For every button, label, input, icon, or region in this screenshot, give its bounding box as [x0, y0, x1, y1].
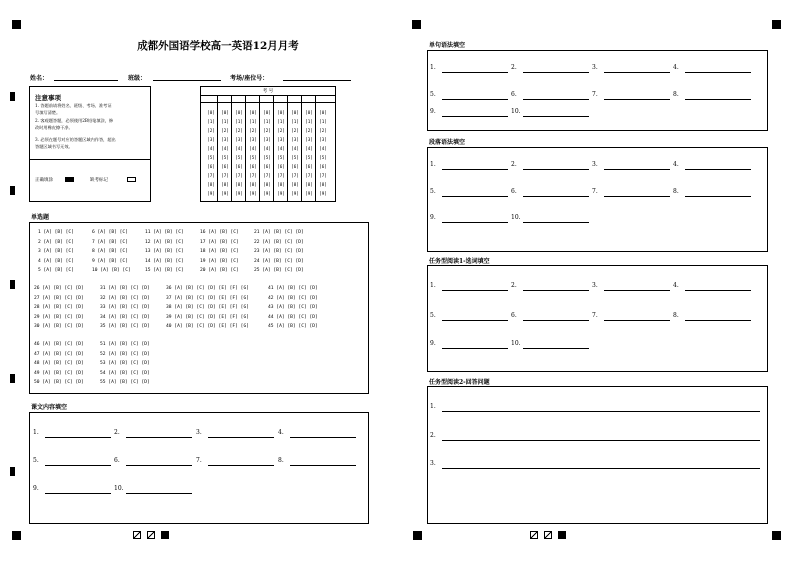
- digit-bubble[interactable]: [5]: [249, 156, 257, 161]
- blank-number: 8.: [673, 312, 679, 319]
- digit-bubble[interactable]: [2]: [249, 129, 257, 134]
- page-marker-diag: [147, 531, 155, 539]
- digit-bubble[interactable]: [5]: [263, 156, 271, 161]
- mc-question[interactable]: 25 [A] [B] [C] [D]: [254, 268, 304, 273]
- notice-line: 1. 答题前请将姓名、班级、考场、准考证: [35, 103, 112, 108]
- digit-bubble[interactable]: [2]: [305, 129, 313, 134]
- blank-number: 7.: [592, 312, 598, 319]
- digit-bubble[interactable]: [1]: [221, 120, 229, 125]
- mc-question[interactable]: 2 [A] [B] [C]: [38, 239, 74, 245]
- notice-line: 改时用橡皮擦干净。: [35, 125, 73, 130]
- digit-bubble[interactable]: [9]: [249, 192, 257, 197]
- mc-question[interactable]: 31 [A] [B] [C] [D]: [100, 286, 150, 291]
- answer-line[interactable]: [442, 440, 760, 441]
- grid-col-divider: [301, 95, 302, 201]
- blank-line[interactable]: [442, 169, 508, 170]
- mc-question[interactable]: 34 [A] [B] [C] [D]: [100, 314, 150, 320]
- digit-bubble[interactable]: [2]: [221, 129, 229, 134]
- digit-bubble[interactable]: [8]: [305, 183, 313, 188]
- blank-line[interactable]: [442, 222, 508, 223]
- corner-mark-tr: [772, 20, 781, 29]
- exam-number-grid: [200, 86, 336, 202]
- blank-line[interactable]: [208, 437, 274, 438]
- digit-bubble[interactable]: [4]: [249, 147, 257, 152]
- blank-line[interactable]: [685, 290, 751, 291]
- blank-line[interactable]: [604, 196, 670, 197]
- digit-bubble[interactable]: [2]: [235, 129, 243, 134]
- digit-bubble[interactable]: [6]: [277, 165, 285, 170]
- blank-line[interactable]: [523, 116, 589, 117]
- digit-bubble[interactable]: [4]: [263, 147, 271, 152]
- digit-bubble[interactable]: [8]: [263, 183, 271, 188]
- blank-line[interactable]: [442, 116, 508, 117]
- digit-bubble[interactable]: [7]: [291, 174, 299, 179]
- grid-col-divider: [231, 95, 232, 201]
- answer-line[interactable]: [442, 411, 760, 412]
- mc-question[interactable]: 20 [A] [B] [C]: [200, 268, 239, 273]
- digit-bubble[interactable]: [5]: [319, 156, 327, 161]
- digit-bubble[interactable]: [0]: [319, 111, 327, 116]
- task-reading1-title: 任务型阅读1-选词填空: [429, 258, 490, 265]
- exam-number-header: 考 号: [262, 89, 274, 94]
- mc-question[interactable]: 37 [A] [B] [C] [D] [E] [F] [G]: [166, 295, 249, 301]
- class-label: 班级：: [128, 75, 147, 82]
- grid-col-divider: [259, 95, 260, 201]
- blank-line[interactable]: [604, 72, 670, 73]
- digit-bubble[interactable]: [1]: [277, 120, 285, 125]
- digit-bubble[interactable]: [8]: [249, 183, 257, 188]
- mc-question[interactable]: 46 [A] [B] [C] [D]: [34, 342, 84, 347]
- side-mark: [10, 186, 15, 195]
- corner-mark-bl: [12, 531, 21, 540]
- blank-line[interactable]: [442, 72, 508, 73]
- digit-bubble[interactable]: [0]: [305, 111, 313, 116]
- digit-bubble[interactable]: [2]: [207, 129, 215, 134]
- mc-question[interactable]: 11 [A] [B] [C]: [145, 230, 184, 235]
- task-reading1-box: [427, 265, 768, 372]
- mc-question[interactable]: 39 [A] [B] [C] [D] [E] [F] [G]: [166, 314, 249, 320]
- digit-bubble[interactable]: [1]: [305, 120, 313, 125]
- mc-question[interactable]: 26 [A] [B] [C] [D]: [34, 286, 84, 291]
- notice-line: 3. 必须在题号对应的答题区域内作答，超出: [35, 137, 116, 142]
- blank-line[interactable]: [442, 320, 508, 321]
- digit-bubble[interactable]: [5]: [277, 156, 285, 161]
- mc-question[interactable]: 48 [A] [B] [C] [D]: [34, 361, 84, 366]
- digit-bubble[interactable]: [4]: [207, 147, 215, 152]
- page-marker-solid: [558, 531, 566, 539]
- name-label: 姓名：: [30, 75, 49, 82]
- answer-number: 2.: [430, 432, 436, 439]
- side-mark: [10, 92, 15, 101]
- blank-number: 2.: [511, 64, 517, 71]
- digit-bubble[interactable]: [5]: [291, 156, 299, 161]
- digit-bubble[interactable]: [6]: [207, 165, 215, 170]
- notice-line: 答题区域书写无效。: [35, 144, 73, 149]
- mc-question[interactable]: 50 [A] [B] [C] [D]: [34, 380, 84, 385]
- digit-bubble[interactable]: [7]: [319, 174, 327, 179]
- blank-line[interactable]: [604, 99, 670, 100]
- mc-question[interactable]: 3 [A] [B] [C]: [38, 249, 74, 254]
- blank-line[interactable]: [442, 290, 508, 291]
- blank-line[interactable]: [604, 169, 670, 170]
- center-mark-bottom: [413, 531, 422, 540]
- digit-bubble[interactable]: [0]: [221, 111, 229, 116]
- page-marker-diag: [544, 531, 552, 539]
- blank-number: 6.: [114, 457, 120, 464]
- corner-mark-br: [772, 531, 781, 540]
- digit-bubble[interactable]: [1]: [207, 120, 215, 125]
- digit-bubble[interactable]: [4]: [221, 147, 229, 152]
- mc-question[interactable]: 40 [A] [B] [C] [D] [E] [F] [G]: [166, 324, 249, 329]
- mc-question[interactable]: 53 [A] [B] [C] [D]: [100, 361, 150, 366]
- mc-question[interactable]: 16 [A] [B] [C]: [200, 230, 239, 235]
- blank-number: 6.: [511, 91, 517, 98]
- blank-line[interactable]: [126, 465, 192, 466]
- mc-question[interactable]: 43 [A] [B] [C] [D]: [268, 305, 318, 310]
- blank-number: 10.: [114, 485, 124, 492]
- mc-question[interactable]: 8 [A] [B] [C]: [92, 249, 128, 254]
- blank-number: 9.: [430, 340, 436, 347]
- notice-line: 2. 客观题答题，必须使用2B铅笔填涂，修: [35, 118, 114, 123]
- digit-bubble[interactable]: [8]: [291, 183, 299, 188]
- mc-question[interactable]: 22 [A] [B] [C] [D]: [254, 239, 304, 245]
- blank-number: 2.: [114, 429, 120, 436]
- grid-col-divider: [273, 95, 274, 201]
- digit-bubble[interactable]: [0]: [263, 111, 271, 116]
- notice-title: 注意事项: [35, 94, 61, 102]
- digit-bubble[interactable]: [5]: [207, 156, 215, 161]
- blank-number: 6.: [511, 312, 517, 319]
- blank-line[interactable]: [442, 196, 508, 197]
- blank-line[interactable]: [685, 72, 751, 73]
- grid-col-divider: [315, 95, 316, 201]
- digit-bubble[interactable]: [3]: [277, 138, 285, 143]
- paragraph-fill-title: 段落语法填空: [429, 139, 466, 146]
- digit-bubble[interactable]: [4]: [305, 147, 313, 152]
- digit-bubble[interactable]: [0]: [291, 111, 299, 116]
- mc-question[interactable]: 52 [A] [B] [C] [D]: [100, 351, 150, 357]
- blank-line[interactable]: [442, 348, 508, 349]
- mc-question[interactable]: 4 [A] [B] [C]: [38, 258, 74, 264]
- name-field[interactable]: [54, 80, 118, 81]
- mc-question[interactable]: 27 [A] [B] [C] [D]: [34, 295, 84, 301]
- digit-bubble[interactable]: [8]: [277, 183, 285, 188]
- blank-number: 10.: [511, 108, 521, 115]
- blank-number: 10.: [511, 340, 521, 347]
- paragraph-fill-box: [427, 147, 768, 252]
- digit-bubble[interactable]: [1]: [319, 120, 327, 125]
- seat-label: 考场/座位号：: [230, 75, 269, 82]
- blank-number: 8.: [673, 91, 679, 98]
- grid-col-divider: [287, 95, 288, 201]
- side-mark: [10, 374, 15, 383]
- mc-question[interactable]: 19 [A] [B] [C]: [200, 258, 239, 264]
- mc-question[interactable]: 15 [A] [B] [C]: [145, 268, 184, 273]
- digit-bubble[interactable]: [4]: [235, 147, 243, 152]
- page-marker-diag: [133, 531, 141, 539]
- digit-bubble[interactable]: [9]: [277, 192, 285, 197]
- blank-number: 3.: [592, 161, 598, 168]
- blank-line[interactable]: [45, 465, 111, 466]
- mc-question[interactable]: 30 [A] [B] [C] [D]: [34, 324, 84, 329]
- single-sentence-fill-title: 单句语法填空: [429, 42, 466, 49]
- digit-bubble[interactable]: [3]: [207, 138, 215, 143]
- digit-bubble[interactable]: [1]: [249, 120, 257, 125]
- mc-question[interactable]: 45 [A] [B] [C] [D]: [268, 324, 318, 329]
- mc-question[interactable]: 5 [A] [B] [C]: [38, 268, 74, 273]
- mc-question[interactable]: 7 [A] [B] [C]: [92, 239, 128, 245]
- mc-question[interactable]: 51 [A] [B] [C] [D]: [100, 342, 150, 347]
- blank-line[interactable]: [208, 465, 274, 466]
- notice-line: 号填写清楚。: [35, 110, 61, 115]
- correct-fill-sample: [65, 177, 74, 182]
- blank-number: 3.: [592, 282, 598, 289]
- single-choice-title: 单选题: [31, 214, 50, 221]
- text-fill-title: 课文内容填空: [31, 404, 68, 411]
- blank-line[interactable]: [523, 196, 589, 197]
- digit-bubble[interactable]: [2]: [263, 129, 271, 134]
- digit-bubble[interactable]: [3]: [235, 138, 243, 143]
- blank-number: 10.: [511, 214, 521, 221]
- mc-question[interactable]: 17 [A] [B] [C]: [200, 239, 239, 245]
- mc-question[interactable]: 36 [A] [B] [C] [D] [E] [F] [G]: [166, 286, 249, 291]
- seat-field[interactable]: [283, 80, 351, 81]
- digit-bubble[interactable]: [8]: [221, 183, 229, 188]
- blank-number: 4.: [673, 64, 679, 71]
- digit-bubble[interactable]: [9]: [207, 192, 215, 197]
- digit-bubble[interactable]: [7]: [263, 174, 271, 179]
- digit-bubble[interactable]: [7]: [235, 174, 243, 179]
- mc-question[interactable]: 44 [A] [B] [C] [D]: [268, 314, 318, 320]
- mc-question[interactable]: 28 [A] [B] [C] [D]: [34, 305, 84, 310]
- digit-bubble[interactable]: [8]: [207, 183, 215, 188]
- task-reading2-title: 任务型阅读2-回答问题: [429, 379, 490, 386]
- digit-bubble[interactable]: [4]: [291, 147, 299, 152]
- blank-line[interactable]: [45, 437, 111, 438]
- blank-number: 3.: [196, 429, 202, 436]
- digit-bubble[interactable]: [0]: [235, 111, 243, 116]
- blank-number: 2.: [511, 282, 517, 289]
- blank-number: 8.: [278, 457, 284, 464]
- digit-bubble[interactable]: [2]: [277, 129, 285, 134]
- blank-number: 5.: [430, 312, 436, 319]
- task-reading2-box: [427, 386, 768, 524]
- digit-bubble[interactable]: [0]: [249, 111, 257, 116]
- blank-number: 4.: [673, 161, 679, 168]
- blank-number: 1.: [33, 429, 39, 436]
- digit-bubble[interactable]: [7]: [207, 174, 215, 179]
- mc-question[interactable]: 12 [A] [B] [C]: [145, 239, 184, 245]
- digit-bubble[interactable]: [6]: [249, 165, 257, 170]
- grid-col-divider: [217, 95, 218, 201]
- blank-line[interactable]: [523, 320, 589, 321]
- text-fill-box: [29, 412, 369, 524]
- digit-bubble[interactable]: [2]: [319, 129, 327, 134]
- digit-bubble[interactable]: [7]: [305, 174, 313, 179]
- notice-divider: [30, 159, 150, 160]
- mc-question[interactable]: 21 [A] [B] [C] [D]: [254, 230, 304, 235]
- blank-line[interactable]: [685, 169, 751, 170]
- blank-line[interactable]: [685, 99, 751, 100]
- answer-line[interactable]: [442, 468, 760, 469]
- digit-bubble[interactable]: [7]: [221, 174, 229, 179]
- mc-question[interactable]: 42 [A] [B] [C] [D]: [268, 295, 318, 301]
- blank-line[interactable]: [290, 465, 356, 466]
- digit-bubble[interactable]: [0]: [207, 111, 215, 116]
- center-mark-top: [412, 20, 421, 29]
- mc-question[interactable]: 55 [A] [B] [C] [D]: [100, 380, 150, 385]
- mc-question[interactable]: 6 [A] [B] [C]: [92, 230, 128, 235]
- blank-number: 9.: [430, 214, 436, 221]
- grid-col-divider: [245, 95, 246, 201]
- blank-number: 1.: [430, 64, 436, 71]
- digit-bubble[interactable]: [4]: [319, 147, 327, 152]
- digit-bubble[interactable]: [6]: [291, 165, 299, 170]
- digit-bubble[interactable]: [6]: [305, 165, 313, 170]
- page-marker-diag: [530, 531, 538, 539]
- digit-bubble[interactable]: [6]: [319, 165, 327, 170]
- mc-question[interactable]: 35 [A] [B] [C] [D]: [100, 324, 150, 329]
- class-field[interactable]: [153, 80, 221, 81]
- digit-bubble[interactable]: [9]: [291, 192, 299, 197]
- digit-bubble[interactable]: [8]: [319, 183, 327, 188]
- digit-bubble[interactable]: [6]: [235, 165, 243, 170]
- mc-question[interactable]: 49 [A] [B] [C] [D]: [34, 370, 84, 376]
- correct-fill-label: 正确填涂: [35, 178, 53, 183]
- mc-question[interactable]: 24 [A] [B] [C] [D]: [254, 258, 304, 264]
- side-mark: [10, 467, 15, 476]
- blank-number: 1.: [430, 161, 436, 168]
- blank-line[interactable]: [604, 290, 670, 291]
- notice-box: [29, 86, 151, 202]
- blank-line[interactable]: [523, 99, 589, 100]
- digit-bubble[interactable]: [4]: [277, 147, 285, 152]
- digit-bubble[interactable]: [5]: [235, 156, 243, 161]
- digit-bubble[interactable]: [3]: [263, 138, 271, 143]
- blank-number: 5.: [33, 457, 39, 464]
- mc-question[interactable]: 33 [A] [B] [C] [D]: [100, 305, 150, 310]
- absent-mark-label: 缺考标记: [90, 178, 108, 183]
- digit-bubble[interactable]: [7]: [277, 174, 285, 179]
- digit-bubble[interactable]: [9]: [305, 192, 313, 197]
- mc-question[interactable]: 14 [A] [B] [C]: [145, 258, 184, 264]
- digit-bubble[interactable]: [8]: [235, 183, 243, 188]
- digit-bubble[interactable]: [9]: [235, 192, 243, 197]
- blank-number: 7.: [592, 91, 598, 98]
- digit-bubble[interactable]: [1]: [263, 120, 271, 125]
- corner-mark-tl: [12, 20, 21, 29]
- mc-question[interactable]: 38 [A] [B] [C] [D] [E] [F] [G]: [166, 305, 249, 310]
- blank-number: 9.: [430, 108, 436, 115]
- blank-line[interactable]: [290, 437, 356, 438]
- blank-number: 7.: [196, 457, 202, 464]
- mc-question[interactable]: 13 [A] [B] [C]: [145, 249, 184, 254]
- single-choice-box: [29, 222, 369, 394]
- digit-bubble[interactable]: [2]: [291, 129, 299, 134]
- answer-number: 3.: [430, 460, 436, 467]
- digit-bubble[interactable]: [3]: [249, 138, 257, 143]
- blank-number: 8.: [673, 188, 679, 195]
- blank-number: 2.: [511, 161, 517, 168]
- digit-bubble[interactable]: [5]: [221, 156, 229, 161]
- digit-bubble[interactable]: [6]: [221, 165, 229, 170]
- blank-number: 3.: [592, 64, 598, 71]
- blank-line[interactable]: [604, 320, 670, 321]
- digit-bubble[interactable]: [5]: [305, 156, 313, 161]
- blank-number: 5.: [430, 91, 436, 98]
- mc-question[interactable]: 29 [A] [B] [C] [D]: [34, 314, 84, 320]
- blank-line[interactable]: [442, 99, 508, 100]
- blank-line[interactable]: [685, 196, 751, 197]
- single-sentence-fill-box: [427, 50, 768, 131]
- digit-bubble[interactable]: [3]: [291, 138, 299, 143]
- blank-number: 4.: [278, 429, 284, 436]
- mc-question[interactable]: 47 [A] [B] [C] [D]: [34, 351, 84, 357]
- blank-number: 4.: [673, 282, 679, 289]
- blank-line[interactable]: [523, 222, 589, 223]
- page-marker-solid: [161, 531, 169, 539]
- digit-bubble[interactable]: [9]: [319, 192, 327, 197]
- blank-number: 6.: [511, 188, 517, 195]
- answer-number: 1.: [430, 403, 436, 410]
- digit-bubble[interactable]: [9]: [263, 192, 271, 197]
- digit-bubble[interactable]: [6]: [263, 165, 271, 170]
- mc-question[interactable]: 1 [A] [B] [C]: [38, 230, 74, 235]
- digit-bubble[interactable]: [0]: [277, 111, 285, 116]
- blank-line[interactable]: [45, 493, 111, 494]
- blank-line[interactable]: [523, 72, 589, 73]
- page-title: 成都外国语学校高一英语12月月考: [137, 40, 299, 52]
- side-mark: [10, 280, 15, 289]
- blank-line[interactable]: [126, 493, 192, 494]
- mc-question[interactable]: 41 [A] [B] [C] [D]: [268, 286, 318, 291]
- blank-number: 7.: [592, 188, 598, 195]
- digit-bubble[interactable]: [9]: [221, 192, 229, 197]
- digit-bubble[interactable]: [3]: [319, 138, 327, 143]
- blank-line[interactable]: [523, 290, 589, 291]
- digit-bubble[interactable]: [7]: [249, 174, 257, 179]
- blank-number: 1.: [430, 282, 436, 289]
- mc-question[interactable]: 18 [A] [B] [C]: [200, 249, 239, 254]
- blank-number: 9.: [33, 485, 39, 492]
- absent-mark-box[interactable]: [127, 177, 136, 182]
- blank-line[interactable]: [523, 348, 589, 349]
- digit-bubble[interactable]: [1]: [291, 120, 299, 125]
- mc-question[interactable]: 23 [A] [B] [C] [D]: [254, 249, 304, 254]
- digit-bubble[interactable]: [1]: [235, 120, 243, 125]
- mc-question[interactable]: 9 [A] [B] [C]: [92, 258, 128, 264]
- digit-bubble[interactable]: [3]: [305, 138, 313, 143]
- mc-question[interactable]: 32 [A] [B] [C] [D]: [100, 295, 150, 301]
- mc-question[interactable]: 10 [A] [B] [C]: [92, 268, 131, 273]
- blank-line[interactable]: [685, 320, 751, 321]
- blank-line[interactable]: [126, 437, 192, 438]
- mc-question[interactable]: 54 [A] [B] [C] [D]: [100, 370, 150, 376]
- blank-line[interactable]: [523, 169, 589, 170]
- digit-bubble[interactable]: [3]: [221, 138, 229, 143]
- blank-number: 5.: [430, 188, 436, 195]
